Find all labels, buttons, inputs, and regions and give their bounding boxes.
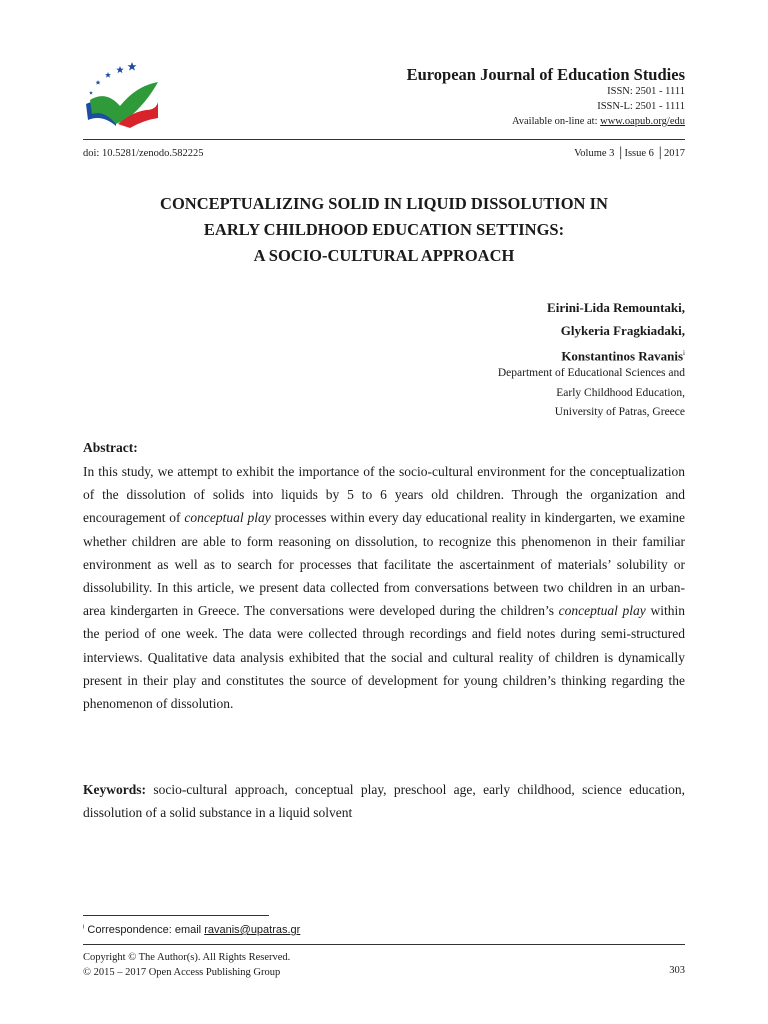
issn: ISSN: 2501 - 1111 <box>607 86 685 97</box>
footnote-label: Correspondence: email <box>84 924 205 936</box>
logo-stars <box>89 62 137 95</box>
star-icon <box>127 62 136 71</box>
availability-label: Available on-line at: <box>511 116 601 127</box>
article-title <box>83 191 685 269</box>
keywords-label: Keywords: <box>83 782 146 797</box>
copyright <box>83 950 290 980</box>
footnote-marker[interactable]: i <box>683 349 685 357</box>
correspondence-email-link[interactable]: ravanis@upatras.gr <box>204 924 301 936</box>
abstract-text-2: processes within every day educational reality in kindergarten, we examine whether children are able to form reasoning on dissolution, to recognize this phenomenon in their familiar environment as well as to search for processes that facilitate the ascertainment of materials’ solubility or dissolubility. In this article, we present data collected from conversations between two children in an urban-area kindergarten in Greece. The conversations were developed during the children’s <box>83 510 685 619</box>
abstract-body <box>83 460 685 715</box>
affiliation-line-1: Department of Educational Sciences and <box>497 367 685 379</box>
star-icon <box>96 80 101 85</box>
footnote-rule <box>83 915 269 916</box>
footer-rule <box>83 944 685 945</box>
volume-issue: Volume 3 │Issue 6 │2017 <box>574 148 685 159</box>
issn-l: ISSN-L: 2501 - 1111 <box>597 101 685 112</box>
star-icon <box>89 91 93 95</box>
copyright-line-1: Copyright © The Author(s). All Rights Reserved. <box>83 952 291 963</box>
author-2: Glykeria Fragkiadaki, <box>560 323 685 338</box>
abstract-text-1: In this study, we attempt to exhibit the importance of the socio-cultural environment for the conceptualization of the dissolution of solids into liquids by 5 to 6 years old children. Through the organization and encouragement of <box>83 464 685 526</box>
star-icon <box>116 66 124 73</box>
abstract-text-3: within the period of one week. The data were collected through recordings and field notes during semi-structured interviews. Qualitative data analysis exhibited that the social and cultural reality of children is dynamically present in their play and constitutes the source of development for young children’s thinking regarding the phenomenon of dissolution. <box>83 603 685 712</box>
affiliation-line-2: Early Childhood Education, <box>556 386 685 399</box>
doi: doi: 10.5281/zenodo.582225 <box>83 148 204 159</box>
journal-url-link[interactable]: www.oapub.org/edu <box>600 116 685 127</box>
author-list <box>547 296 685 367</box>
keywords-text: socio-cultural approach, conceptual play, preschool age, early childhood, science education, dissolution of a solid substance in a liquid solvent <box>83 782 685 821</box>
affiliation <box>498 364 685 423</box>
affiliation-line-3: University of Patras, Greece <box>554 406 685 418</box>
abstract-heading: Abstract: <box>83 440 138 455</box>
availability-line <box>512 116 685 127</box>
star-icon <box>105 72 111 78</box>
abstract-emphasis-2: conceptual play <box>558 603 646 619</box>
page-number: 303 <box>669 965 685 976</box>
journal-title: European Journal of Education Studies <box>406 65 685 84</box>
header-rule <box>83 139 685 140</box>
abstract-emphasis-1: conceptual play <box>184 510 271 526</box>
footnote-number: i <box>83 924 85 931</box>
title-line-1: CONCEPTUALIZING SOLID IN LIQUID DISSOLUTION IN <box>160 194 608 213</box>
copyright-line-2: © 2015 – 2017 Open Access Publishing Group <box>83 967 281 978</box>
title-line-3: A SOCIO-CULTURAL APPROACH <box>253 246 515 265</box>
journal-logo <box>80 60 160 132</box>
author-1: Eirini-Lida Remountaki, <box>547 300 685 315</box>
title-line-2: EARLY CHILDHOOD EDUCATION SETTINGS: <box>203 220 565 239</box>
keywords <box>83 778 685 824</box>
footnote <box>83 924 300 936</box>
author-3-name: Konstantinos Ravanis <box>561 348 684 364</box>
